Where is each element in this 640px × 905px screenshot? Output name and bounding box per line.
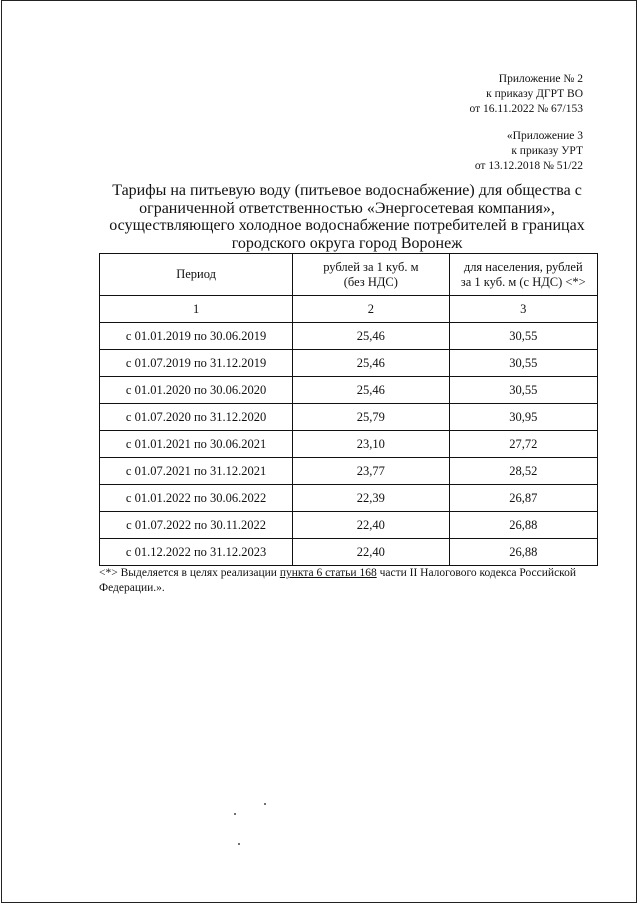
scan-speck <box>234 813 236 815</box>
table-row <box>100 323 598 350</box>
period-cell: с 01.01.2022 по 30.06.2022 <box>100 485 293 512</box>
column-header-population-rate <box>449 254 598 296</box>
rate-cell: 25,46 <box>293 323 449 350</box>
order-reference: к приказу ДГРТ ВО <box>486 88 583 100</box>
table-row <box>100 431 598 458</box>
rate-cell: 23,77 <box>293 458 449 485</box>
population-rate-cell: 27,72 <box>449 431 598 458</box>
table-row <box>100 458 598 485</box>
rate-cell: 23,10 <box>293 431 449 458</box>
rate-cell: 22,40 <box>293 539 449 566</box>
column-header-rate-line: рублей за 1 куб. м <box>323 259 419 274</box>
footnote-text: Федерации.». <box>99 582 165 594</box>
period-cell: с 01.01.2020 по 30.06.2020 <box>100 377 293 404</box>
rate-cell: 25,46 <box>293 377 449 404</box>
period-cell: с 01.07.2020 по 31.12.2020 <box>100 404 293 431</box>
title-line: Тарифы на питьевую воду (питьевое водоснабжение) для общества с <box>112 182 582 199</box>
population-rate-cell: 26,88 <box>449 539 598 566</box>
table-row <box>100 539 598 566</box>
period-cell: с 01.01.2021 по 30.06.2021 <box>100 431 293 458</box>
column-header-rate-line: (без НДС) <box>343 274 398 289</box>
appendix-number: Приложение № 2 <box>498 73 583 85</box>
rate-cell: 25,46 <box>293 350 449 377</box>
table-header-row <box>100 254 598 296</box>
population-rate-cell: 30,55 <box>449 377 598 404</box>
document-page <box>1 0 637 903</box>
scan-speck <box>238 843 240 845</box>
previous-appendix-reference <box>475 129 583 174</box>
population-rate-cell: 30,55 <box>449 323 598 350</box>
tariff-table <box>99 253 598 566</box>
column-index-row <box>100 296 598 323</box>
column-header-rate <box>293 254 449 296</box>
column-index: 3 <box>449 296 598 323</box>
table-row <box>100 350 598 377</box>
column-index: 2 <box>293 296 449 323</box>
period-cell: с 01.12.2022 по 31.12.2023 <box>100 539 293 566</box>
period-cell: с 01.07.2021 по 31.12.2021 <box>100 458 293 485</box>
period-cell: с 01.07.2022 по 30.11.2022 <box>100 512 293 539</box>
population-rate-cell: 30,55 <box>449 350 598 377</box>
rate-cell: 25,79 <box>293 404 449 431</box>
period-cell: с 01.07.2019 по 31.12.2019 <box>100 350 293 377</box>
column-header-population-line: для населения, рублей <box>463 259 583 274</box>
tax-code-link[interactable]: пункта 6 статьи 168 <box>279 567 377 579</box>
scan-speck <box>264 803 266 805</box>
footnote-text: части II Налогового кодекса Российской <box>376 567 577 579</box>
population-rate-cell: 26,88 <box>449 512 598 539</box>
column-header-period: Период <box>100 254 293 296</box>
previous-order-reference: к приказу УРТ <box>511 145 583 157</box>
table-row <box>100 404 598 431</box>
table-row <box>100 512 598 539</box>
document-title <box>97 182 597 252</box>
appendix-reference <box>470 72 584 117</box>
table-row <box>100 377 598 404</box>
order-date-number: от 16.11.2022 № 67/153 <box>469 103 583 115</box>
table-row <box>100 485 598 512</box>
previous-appendix-number: «Приложение 3 <box>506 130 583 142</box>
period-cell: с 01.01.2019 по 30.06.2019 <box>100 323 293 350</box>
column-header-population-line: за 1 куб. м (с НДС) <*> <box>460 274 586 289</box>
rate-cell: 22,39 <box>293 485 449 512</box>
title-line: городского округа город Воронеж <box>231 234 463 252</box>
population-rate-cell: 30,95 <box>449 404 598 431</box>
footnote-text: <*> Выделяется в целях реализации <box>99 567 280 579</box>
previous-order-date-number: от 13.12.2018 № 51/22 <box>474 160 583 172</box>
footnote <box>99 566 604 596</box>
population-rate-cell: 28,52 <box>449 458 598 485</box>
title-line: осуществляющего холодное водоснабжение потребителей в границах <box>109 217 585 234</box>
title-line: ограниченной ответственностью «Энергосетевая компания», <box>139 199 555 217</box>
column-index: 1 <box>100 296 293 323</box>
population-rate-cell: 26,87 <box>449 485 598 512</box>
rate-cell: 22,40 <box>293 512 449 539</box>
